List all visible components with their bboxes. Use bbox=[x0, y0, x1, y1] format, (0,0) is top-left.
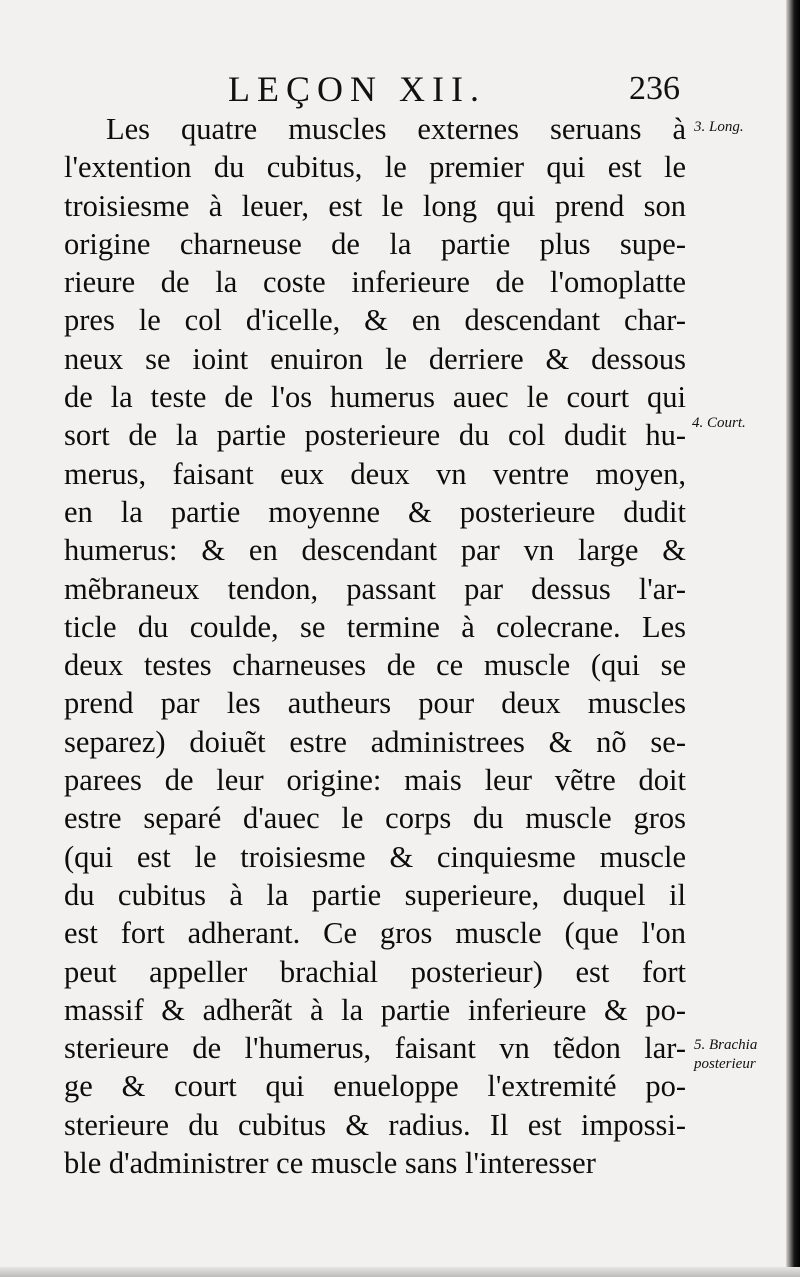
text-line: prend par les autheurs pour deux muscles bbox=[64, 686, 686, 721]
text-line: rieure de la coste inferieure de l'omoplatte bbox=[64, 265, 686, 300]
page-header bbox=[60, 68, 680, 110]
body-text bbox=[64, 110, 686, 1182]
text-line: parees de leur origine: mais leur vẽtre doit bbox=[64, 763, 686, 798]
text-line: sterieure de l'humerus, faisant vn tẽdon lar- bbox=[64, 1031, 686, 1066]
margin-note-brachial-line2: posterieur bbox=[694, 1056, 756, 1072]
text-line: ticle du coulde, se termine à colecrane. Les bbox=[64, 609, 686, 644]
text-line: sort de la partie posterieure du col dudit hu- bbox=[64, 418, 686, 453]
text-line: deux testes charneuses de ce muscle (qui se bbox=[64, 648, 686, 683]
text-line: peut appeller brachial posterieur) est fort bbox=[64, 954, 686, 989]
text-line: sterieure du cubitus & radius. Il est impossi- bbox=[64, 1107, 686, 1142]
text-line: neux se ioint enuiron le derriere & dessous bbox=[64, 341, 686, 376]
margin-note-brachial-line1: 5. Brachia bbox=[694, 1037, 758, 1053]
text-line: mẽbraneux tendon, passant par dessus l'ar- bbox=[64, 571, 686, 606]
text-line: (qui est le troisiesme & cinquiesme muscle bbox=[64, 839, 686, 874]
text-line: pres le col d'icelle, & en descendant char- bbox=[64, 303, 686, 338]
text-line: l'extention du cubitus, le premier qui est le bbox=[64, 150, 686, 185]
text-line: estre separé d'auec le corps du muscle gros bbox=[64, 801, 686, 836]
running-title: LEÇON XII. bbox=[228, 69, 486, 109]
text-line: troisiesme à leuer, est le long qui prend son bbox=[64, 188, 686, 223]
scan-bottom-edge bbox=[0, 1267, 800, 1277]
page-number: 236 bbox=[629, 70, 680, 107]
text-line: separez) doiuẽt estre administrees & nõ se- bbox=[64, 724, 686, 759]
text-line: est fort adherant. Ce gros muscle (que l'on bbox=[64, 916, 686, 951]
text-line: du cubitus à la partie superieure, duquel il bbox=[64, 877, 686, 912]
margin-note-brachial bbox=[694, 1036, 757, 1074]
text-line: origine charneuse de la partie plus supe- bbox=[64, 226, 686, 261]
text-line: ble d'administrer ce muscle sans l'interesser bbox=[64, 1146, 596, 1181]
text-line: ge & court qui enueloppe l'extremité po- bbox=[64, 1069, 686, 1104]
text-line: Les quatre muscles externes seruans à bbox=[106, 112, 686, 146]
margin-note-court: 4. Court. bbox=[692, 415, 746, 431]
text-line: en la partie moyenne & posterieure dudit bbox=[64, 494, 686, 529]
text-line: de la teste de l'os humerus auec le court qui bbox=[64, 380, 686, 415]
text-line: massif & adherãt à la partie inferieure & po- bbox=[64, 992, 686, 1027]
margin-note-long: 3. Long. bbox=[694, 119, 744, 135]
text-line: humerus: & en descendant par vn large & bbox=[64, 533, 686, 568]
text-line: merus, faisant eux deux vn ventre moyen, bbox=[64, 456, 686, 491]
scan-edge-shadow bbox=[786, 0, 800, 1277]
